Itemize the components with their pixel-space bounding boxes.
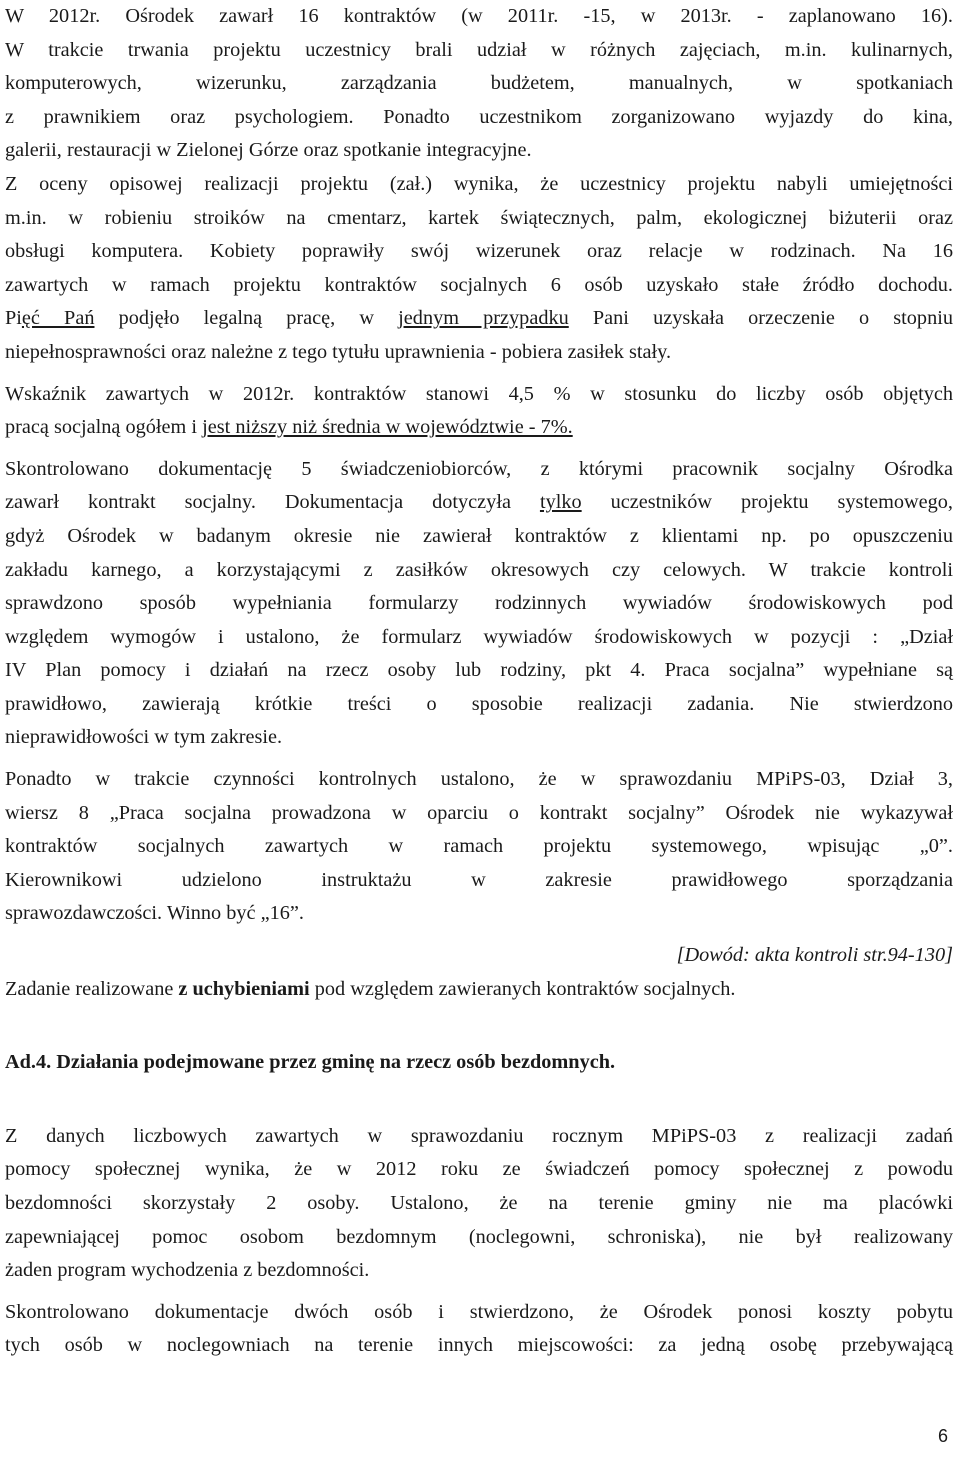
text-line: Wskaźnik zawartych w 2012r. kontraktów stanowi 4,5 % w stosunku do liczby osób objętych <box>5 382 953 405</box>
text-line <box>5 302 953 336</box>
text-line: pomocy społecznej wynika, że w 2012 roku ze świadczeń pomocy społecznej z powodu <box>5 1158 953 1181</box>
underlined-text: jest niższy niż średnia w województwie - 7%. <box>202 416 573 439</box>
text-line: Kierownikowi udzielono instruktażu w zakresie prawidłowego sporządzania <box>5 868 953 891</box>
text-line: obsługi komputera. Kobiety poprawiły swój wizerunek oraz relacje w rodzinach. Na 16 <box>5 240 953 263</box>
paragraph-documentation-check <box>5 453 953 755</box>
text-line: m.in. w robieniu stroików na cmentarz, kartek świątecznych, palm, ekologicznej biżuterii oraz <box>5 206 953 229</box>
text-line: sprawozdawczości. Winno być „16”. <box>5 902 304 925</box>
text-line: Skontrolowano dokumentacje dwóch osób i stwierdzono, że Ośrodek ponosi koszty pobytu <box>5 1300 953 1323</box>
conclusion <box>5 973 953 1007</box>
text-line: IV Plan pomocy i działań na rzecz osoby lub rodziny, pkt 4. Praca socjalna” wypełniane są <box>5 659 953 682</box>
bold-text: z uchybieniami <box>178 977 310 1000</box>
underlined-text: jednym przypadku <box>398 307 569 330</box>
text-line: W 2012r. Ośrodek zawarł 16 kontraktów (w 2011r. -15, w 2013r. - zaplanowano 16). <box>5 5 953 27</box>
text-run: Zadanie realizowane <box>5 977 179 1000</box>
text-line: galerii, restauracji w Zielonej Górze oraz spotkanie integracyjne. <box>5 139 532 162</box>
text-line: komputerowych, wizerunku, zarządzania budżetem, manualnych, w spotkaniach <box>5 72 953 95</box>
text-line: Z danych liczbowych zawartych w sprawozdaniu rocznym MPiPS-03 z realizacji zadań <box>5 1124 953 1147</box>
underlined-text: ęć Pań <box>21 307 95 330</box>
paragraph-indicator <box>5 378 953 445</box>
text-run: pod względem zawieranych kontraktów socjalnych. <box>309 977 736 1000</box>
text-line: niepełnosprawności oraz należne z tego tytułu uprawnienia - pobiera zasiłek stały. <box>5 340 672 363</box>
document-page <box>5 0 953 1460</box>
text-line: W trakcie trwania projektu uczestnicy brali udział w różnych zajęciach, m.in. kulinarnych, <box>5 38 953 61</box>
text-line: zapewniającej pomoc osobom bezdomnym (noclegowni, schroniska), nie był realizowany <box>5 1225 953 1248</box>
text-run: Pani uzyskała orzeczenie o stopniu <box>568 307 953 330</box>
paragraph-homeless-costs <box>5 1296 953 1363</box>
text-line: żaden program wychodzenia z bezdomności. <box>5 1259 370 1282</box>
text-line: wiersz 8 „Praca socjalna prowadzona w oparciu o kontrakt socjalny” Ośrodek nie wykazywał <box>5 801 953 824</box>
text-run: zawarł kontrakt socjalny. Dokumentacja dotyczyła <box>5 491 540 514</box>
text-line: z prawnikiem oraz psychologiem. Ponadto uczestnikom zorganizowano wyjazdy do kina, <box>5 105 953 128</box>
paragraph-project-evaluation <box>5 168 953 370</box>
evidence-text: [Dowód: akta kontroli str.94-130] <box>676 944 953 967</box>
text-run: Pi <box>5 307 22 330</box>
text-line: gdyż Ośrodek w badanym okresie nie zawierał kontraktów z klientami np. po opuszczeniu <box>5 524 953 547</box>
underlined-text: tylko <box>539 491 582 514</box>
text-line: Z oceny opisowej realizacji projektu (zał.) wynika, że uczestnicy projektu nabyli umiejętności <box>5 172 953 195</box>
evidence-reference <box>5 939 953 973</box>
text-line: kontraktów socjalnych zawartych w ramach projektu systemowego, wpisując „0”. <box>5 835 953 858</box>
text-run: podjęło legalną pracę, w <box>94 307 399 330</box>
paragraph-homeless-stats <box>5 1120 953 1288</box>
text-line: Skontrolowano dokumentację 5 świadczeniobiorców, z którymi pracownik socjalny Ośrodka <box>5 457 953 480</box>
text-line: względem wymogów i ustalono, że formularz wywiadów środowiskowych w pozycji : „Dział <box>5 625 953 648</box>
paragraph-reporting <box>5 763 953 931</box>
text-line <box>5 486 953 520</box>
text-run: uczestników projektu systemowego, <box>581 491 954 514</box>
text-run: pracą socjalną ogółem i <box>5 416 203 439</box>
section-heading: Ad.4. Działania podejmowane przez gminę na rzecz osób bezdomnych. <box>5 1051 616 1074</box>
paragraph-contracts <box>5 0 953 168</box>
text-line: zawartych w ramach projektu kontraktów socjalnych 6 osób uzyskało stałe źródło dochodu. <box>5 273 953 296</box>
text-line <box>5 411 953 445</box>
text-line: sprawdzono sposób wypełniania formularzy rodzinnych wywiadów środowiskowych pod <box>5 592 953 615</box>
text-line: zakładu karnego, a korzystającymi z zasiłków okresowych czy celowych. W trakcie kontroli <box>5 558 953 581</box>
text-line: tych osób w noclegowniach na terenie innych miejscowości: za jedną osobę przebywającą <box>5 1334 953 1357</box>
text-line: Ponadto w trakcie czynności kontrolnych ustalono, że w sprawozdaniu MPiPS-03, Dział 3, <box>5 768 953 791</box>
page-number: 6 <box>937 1426 948 1446</box>
text-line: prawidłowo, zawierają krótkie treści o sposobie realizacji zadania. Nie stwierdzono <box>5 692 953 715</box>
text-line: bezdomności skorzystały 2 osoby. Ustalono, że na terenie gminy nie ma placówki <box>5 1192 953 1214</box>
text-line: nieprawidłowości w tym zakresie. <box>5 726 283 749</box>
